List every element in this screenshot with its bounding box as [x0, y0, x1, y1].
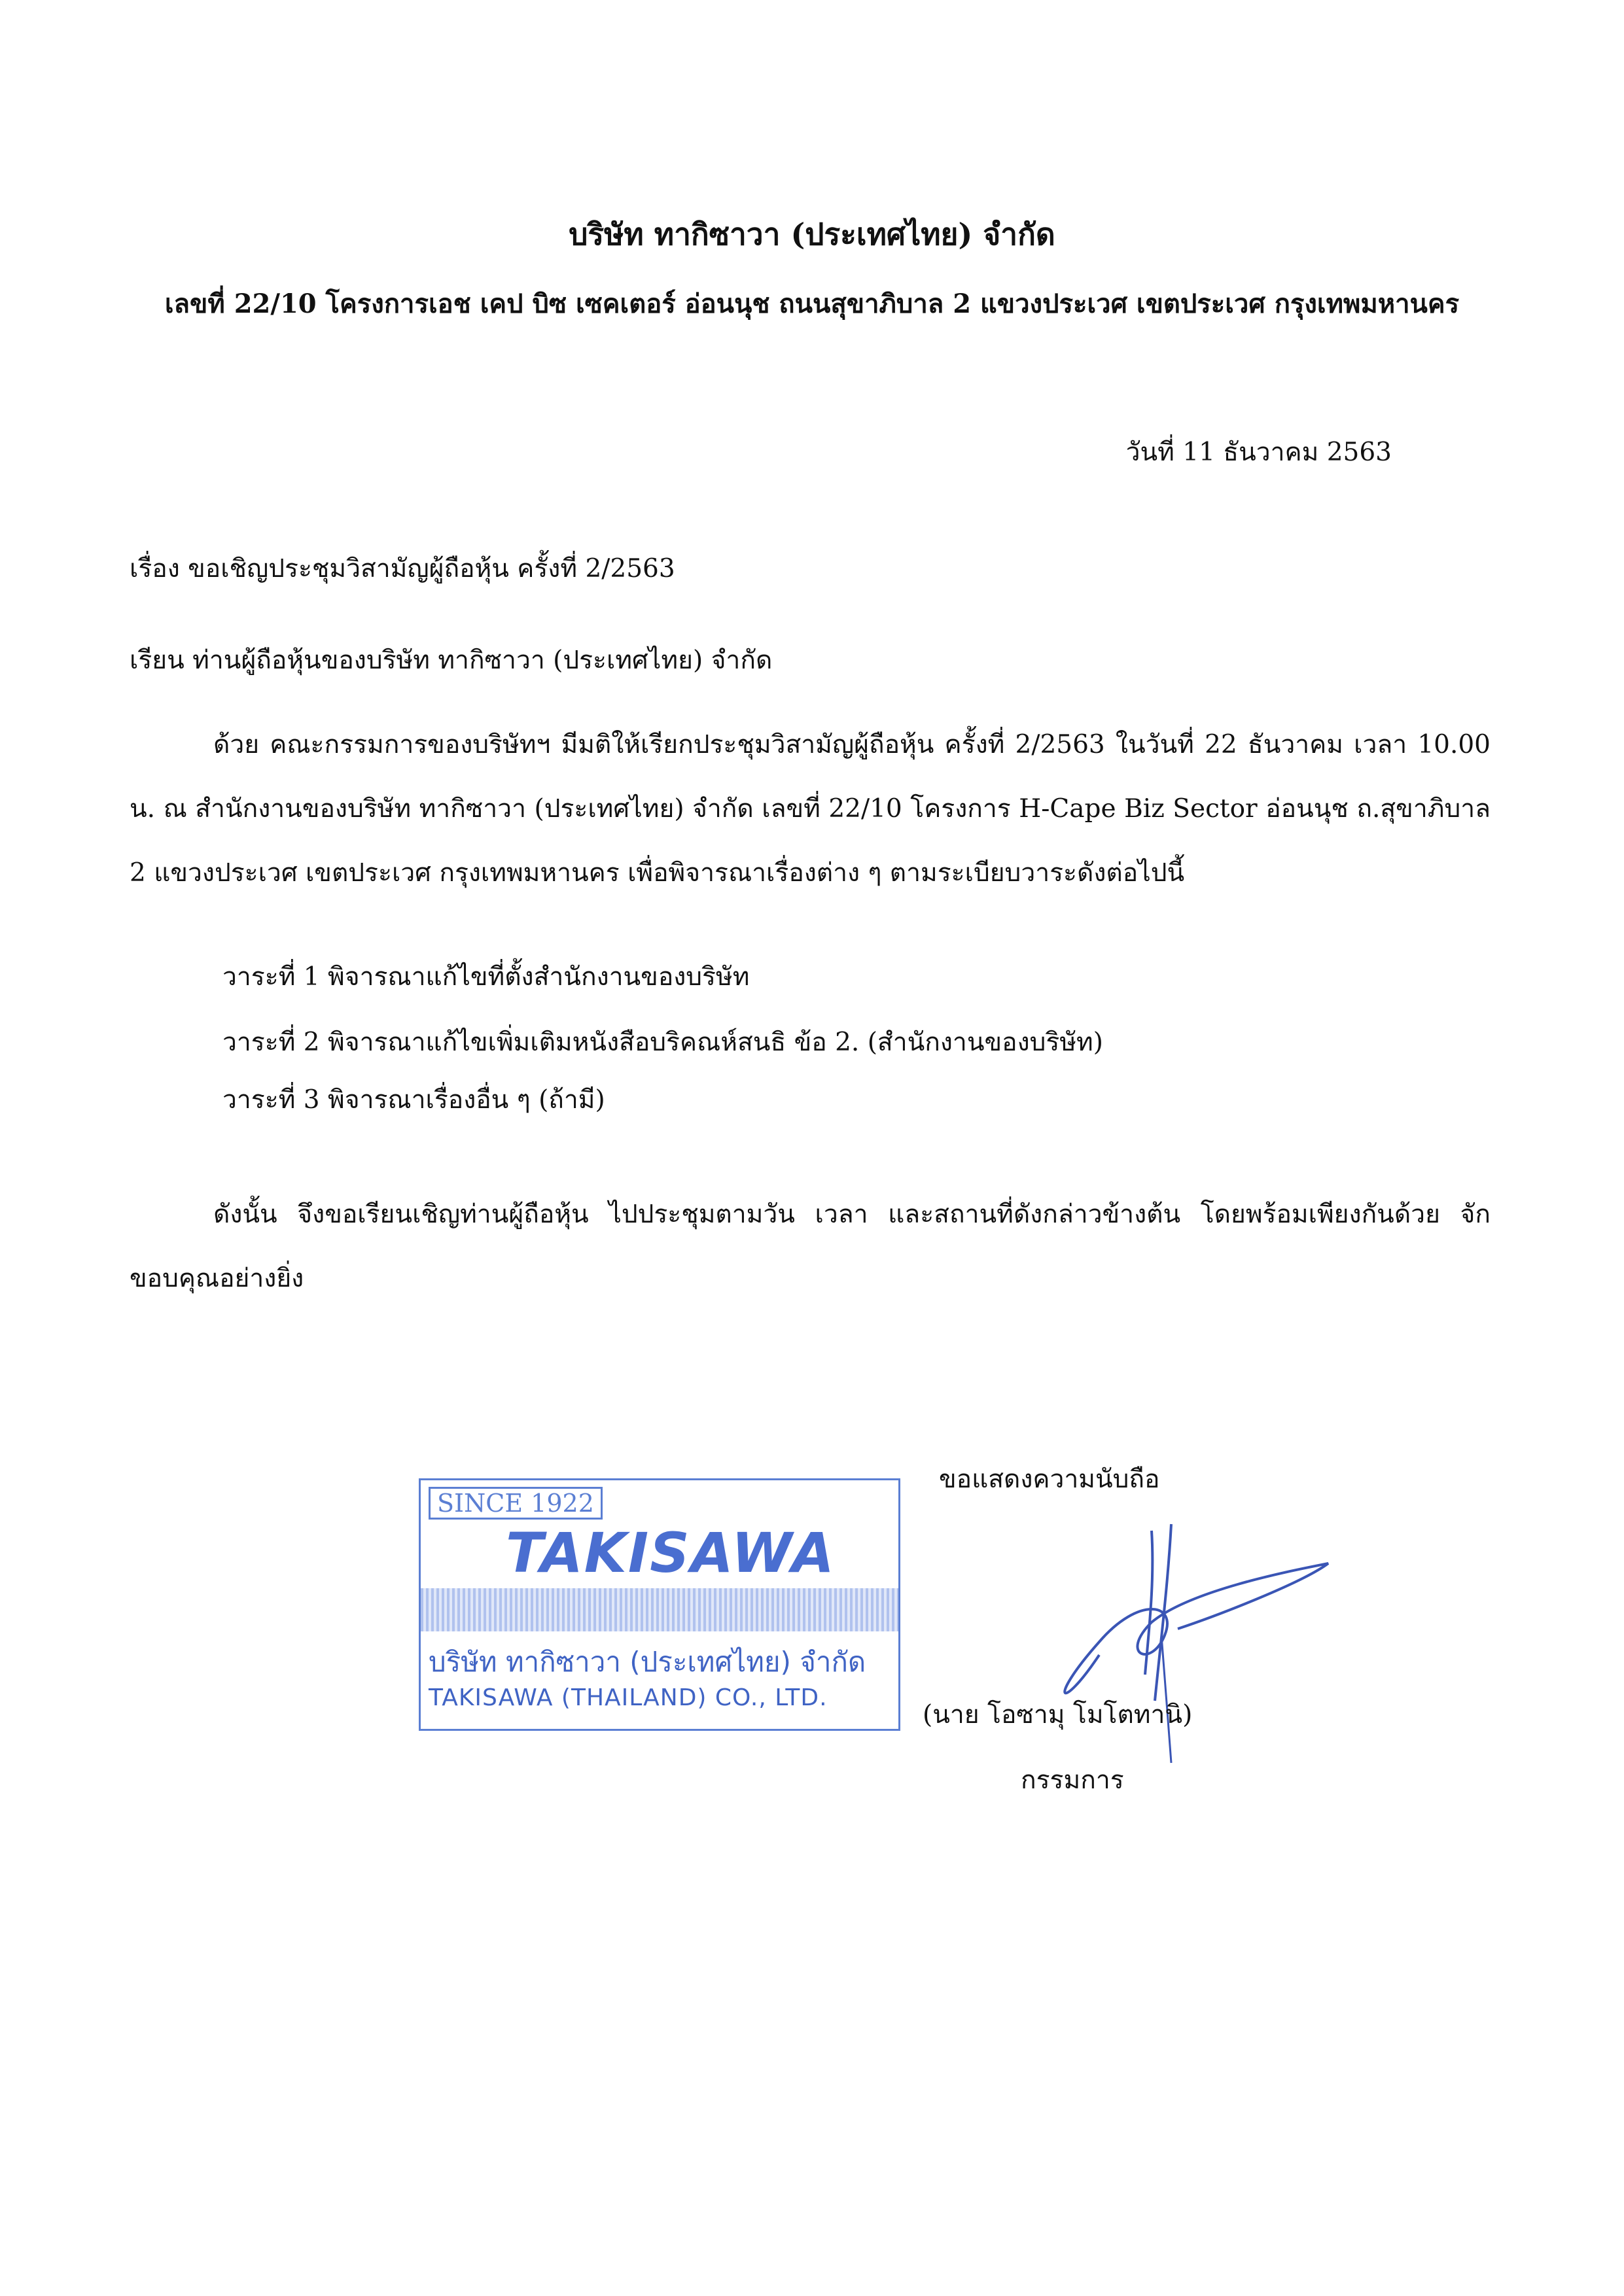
stamp-since: SINCE 1922: [429, 1487, 603, 1520]
body-paragraph-2: ดังนั้น จึงขอเรียนเชิญท่านผู้ถือหุ้น ไปประชุมตามวัน เวลา และสถานที่ดังกล่าวข้างต้น โดยพร้อมเพียงกันด้วย จักขอบคุณอย่างยิ่ง: [130, 1200, 1491, 1293]
stamp-english-name: TAKISAWA (THAILAND) CO., LTD.: [429, 1684, 828, 1711]
company-stamp: [419, 1478, 900, 1731]
letter-subject: เรื่อง ขอเชิญประชุมวิสามัญผู้ถือหุ้น ครั้งที่ 2/2563: [130, 554, 675, 583]
body-paragraph-1: ด้วย คณะกรรมการของบริษัทฯ มีมติให้เรียกประชุมวิสามัญผู้ถือหุ้น ครั้งที่ 2/2563 ในวันที่ 22 ธันวาคม เวลา 10.00 น. ณ สำนักงานของบริษัท ทากิซาวา (ประเทศไทย) จำกัด เลขที่ 22/10 โครงการ H-Cape Biz Sector อ่อนนุช ถ.สุขาภิบาล 2 แขวงประเวศ เขตประเวศ กรุงเทพมหานคร เพื่อพิจารณาเรื่องต่าง ๆ ตามระเบียบวาระดังต่อไปนี้: [130, 730, 1491, 888]
stamp-band: [421, 1588, 898, 1631]
letter-date: วันที่ 11 ธันวาคม 2563: [1125, 438, 1392, 467]
signer-name: (นาย โอซามุ โมโตทานิ): [923, 1700, 1193, 1730]
stamp-brand-logo: TAKISAWA: [506, 1521, 836, 1585]
company-name-heading: บริษัท ทากิซาวา (ประเทศไทย) จำกัด: [569, 217, 1055, 252]
agenda-item-2: วาระที่ 2 พิจารณาแก้ไขเพิ่มเติมหนังสือบริคณห์สนธิ ข้อ 2. (สำนักงานของบริษัท): [222, 1028, 1103, 1057]
closing-salutation: ขอแสดงความนับถือ: [939, 1465, 1160, 1494]
company-address: เลขที่ 22/10 โครงการเอช เคป บิซ เซคเตอร์ อ่อนนุช ถนนสุขาภิบาล 2 แขวงประเวศ เขตประเวศ กรุงเทพมหานคร: [164, 288, 1460, 319]
agenda-item-1: วาระที่ 1 พิจารณาแก้ไขที่ตั้งสำนักงานของบริษัท: [222, 962, 750, 992]
stamp-thai-name: บริษัท ทากิซาวา (ประเทศไทย) จำกัด: [429, 1646, 866, 1678]
signer-position: กรรมการ: [1021, 1765, 1124, 1795]
letter-recipient: เรียน ท่านผู้ถือหุ้นของบริษัท ทากิซาวา (ประเทศไทย) จำกัด: [130, 646, 773, 675]
agenda-item-3: วาระที่ 3 พิจารณาเรื่องอื่น ๆ (ถ้ามี): [222, 1085, 605, 1115]
